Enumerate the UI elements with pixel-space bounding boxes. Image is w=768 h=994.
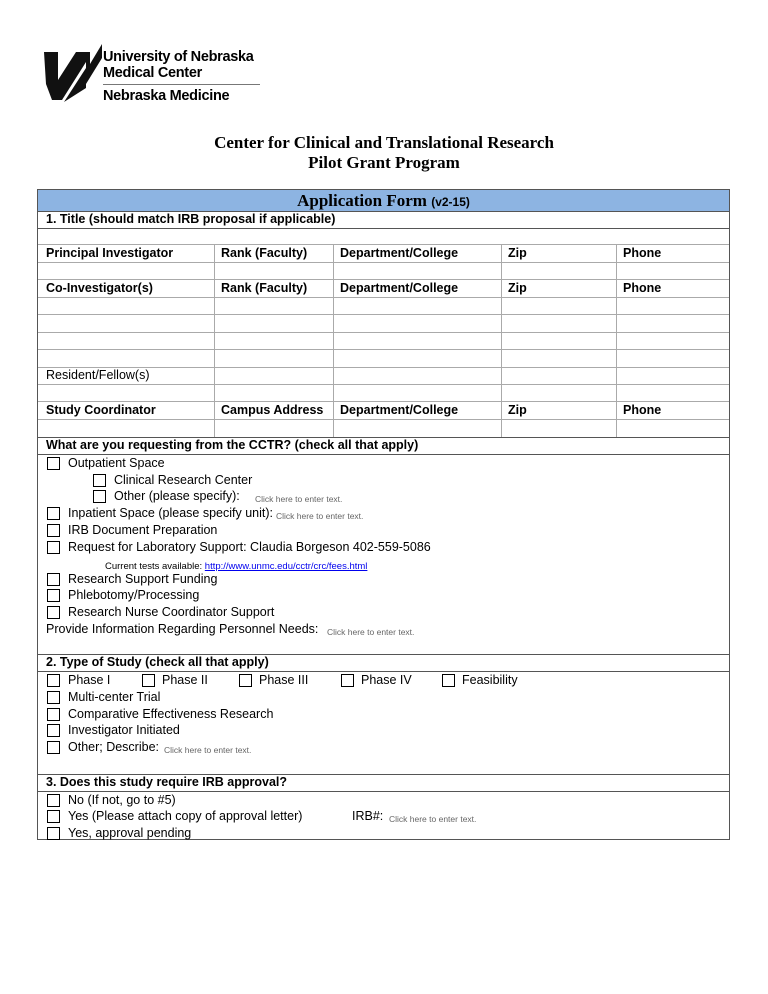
- outpatient-label: Outpatient Space: [68, 456, 165, 470]
- nurse-label: Research Nurse Coordinator Support: [68, 605, 275, 619]
- crc-checkbox[interactable]: [93, 474, 106, 487]
- coi-zip-header: Zip: [508, 281, 527, 295]
- irb-no-checkbox[interactable]: [47, 794, 60, 807]
- feasibility-label: Feasibility: [462, 673, 518, 687]
- phase3-checkbox[interactable]: [239, 674, 252, 687]
- coi-rank-header: Rank (Faculty): [221, 281, 308, 295]
- multicenter-checkbox[interactable]: [47, 691, 60, 704]
- multicenter-label: Multi-center Trial: [68, 690, 161, 704]
- comparative-checkbox[interactable]: [47, 708, 60, 721]
- inpatient-label: Inpatient Space (please specify unit):: [68, 506, 273, 520]
- pi-zip-header: Zip: [508, 246, 527, 260]
- phase3-label: Phase III: [259, 673, 309, 687]
- irb-yes-label: Yes (Please attach copy of approval letter): [68, 809, 303, 823]
- inpatient-checkbox[interactable]: [47, 507, 60, 520]
- phase2-label: Phase II: [162, 673, 208, 687]
- section3-title: 3. Does this study require IRB approval?: [46, 775, 288, 789]
- other-space-label: Other (please specify):: [114, 489, 240, 503]
- tests-available: Current tests available: http://www.unmc.edu/cctr/crc/fees.html: [105, 561, 368, 572]
- coordinator-dept-header: Department/College: [340, 403, 459, 417]
- logo-line-2: Medical Center: [103, 65, 202, 81]
- other-space-input[interactable]: Click here to enter text.: [255, 494, 343, 504]
- personnel-input[interactable]: Click here to enter text.: [327, 627, 415, 637]
- coordinator-phone-header: Phone: [623, 403, 662, 417]
- investigator-label: Investigator Initiated: [68, 723, 180, 737]
- pi-rank-header: Rank (Faculty): [221, 246, 308, 260]
- irb-number-label: IRB#:: [352, 809, 384, 823]
- irb-doc-checkbox[interactable]: [47, 524, 60, 537]
- request-title: What are you requesting from the CCTR? (check all that apply): [46, 438, 419, 452]
- irb-number-input[interactable]: Click here to enter text.: [389, 814, 477, 824]
- feasibility-checkbox[interactable]: [442, 674, 455, 687]
- phase2-checkbox[interactable]: [142, 674, 155, 687]
- other-study-checkbox[interactable]: [47, 741, 60, 754]
- crc-label: Clinical Research Center: [114, 473, 253, 487]
- pi-dept-header: Department/College: [340, 246, 459, 260]
- funding-checkbox[interactable]: [47, 573, 60, 586]
- irb-yes-checkbox[interactable]: [47, 810, 60, 823]
- coordinator-zip-header: Zip: [508, 403, 527, 417]
- coi-header: Co-Investigator(s): [46, 281, 153, 295]
- section1-title: 1. Title (should match IRB proposal if applicable): [46, 212, 336, 226]
- other-study-input[interactable]: Click here to enter text.: [164, 745, 252, 755]
- phlebotomy-label: Phlebotomy/Processing: [68, 588, 200, 602]
- nurse-checkbox[interactable]: [47, 606, 60, 619]
- investigator-checkbox[interactable]: [47, 724, 60, 737]
- campus-address-header: Campus Address: [221, 403, 324, 417]
- pi-header: Principal Investigator: [46, 246, 174, 260]
- outpatient-checkbox[interactable]: [47, 457, 60, 470]
- tests-link[interactable]: http://www.unmc.edu/cctr/crc/fees.html: [204, 561, 368, 572]
- coi-dept-header: Department/College: [340, 281, 459, 295]
- form-title: Application Form (v2-15): [297, 191, 470, 210]
- personnel-label: Provide Information Regarding Personnel Needs:: [46, 622, 319, 636]
- lab-support-label: Request for Laboratory Support: Claudia Borgeson 402-559-5086: [68, 540, 431, 554]
- other-space-checkbox[interactable]: [93, 490, 106, 503]
- page-title: Center for Clinical and Translational Research: [214, 133, 554, 152]
- pi-phone-header: Phone: [623, 246, 662, 260]
- resident-label: Resident/Fellow(s): [46, 368, 150, 382]
- lab-support-checkbox[interactable]: [47, 541, 60, 554]
- phase4-checkbox[interactable]: [341, 674, 354, 687]
- logo-line-1: University of Nebraska: [103, 49, 254, 65]
- page-subtitle: Pilot Grant Program: [308, 153, 460, 172]
- irb-pending-checkbox[interactable]: [47, 827, 60, 840]
- section2-title: 2. Type of Study (check all that apply): [46, 655, 269, 669]
- comparative-label: Comparative Effectiveness Research: [68, 707, 274, 721]
- logo-line-3: Nebraska Medicine: [103, 88, 230, 104]
- funding-label: Research Support Funding: [68, 572, 218, 586]
- other-study-label: Other; Describe:: [68, 740, 160, 754]
- coordinator-header: Study Coordinator: [46, 403, 156, 417]
- application-form: [37, 189, 730, 840]
- irb-pending-label: Yes, approval pending: [68, 826, 192, 840]
- logo-divider: [103, 84, 260, 85]
- coi-phone-header: Phone: [623, 281, 662, 295]
- irb-doc-label: IRB Document Preparation: [68, 523, 218, 537]
- inpatient-input[interactable]: Click here to enter text.: [276, 511, 364, 521]
- irb-no-label: No (If not, go to #5): [68, 793, 176, 807]
- phase1-checkbox[interactable]: [47, 674, 60, 687]
- phase1-label: Phase I: [68, 673, 111, 687]
- phlebotomy-checkbox[interactable]: [47, 589, 60, 602]
- phase4-label: Phase IV: [361, 673, 412, 687]
